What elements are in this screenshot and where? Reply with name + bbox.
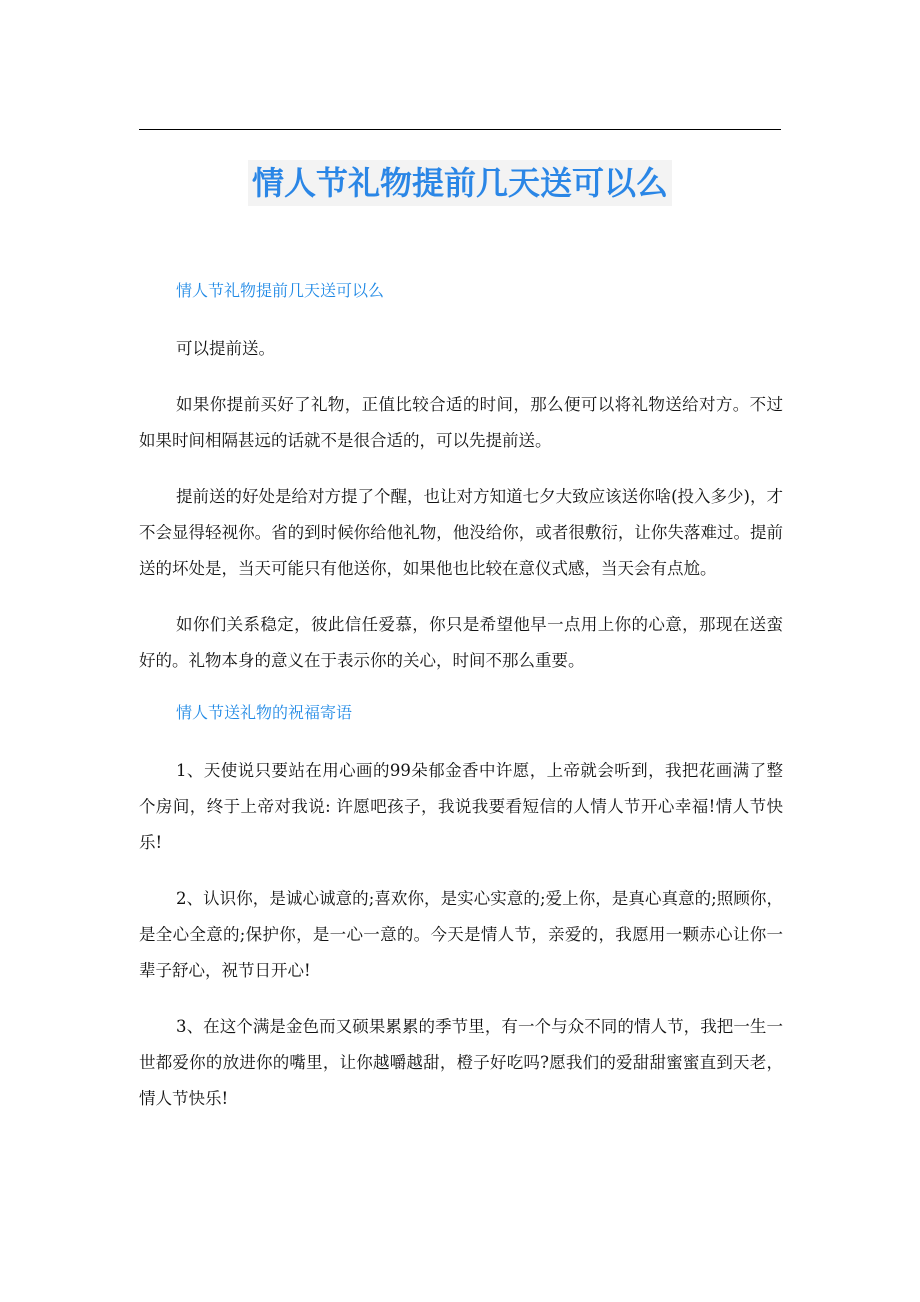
document-title-wrap bbox=[0, 160, 920, 206]
header-rule bbox=[139, 129, 781, 130]
paragraph: 如果你提前买好了礼物，正值比较合适的时间，那么便可以将礼物送给对方。不过如果时间相隔甚远的话就不是很合适的，可以先提前送。 bbox=[139, 395, 783, 450]
paragraph: 1、天使说只要站在用心画的99朵郁金香中许愿，上帝就会听到，我把花画满了整个房间，终于上帝对我说: 许愿吧孩子，我说我要看短信的人情人节开心幸福!情人节快乐! bbox=[139, 761, 783, 852]
paragraph: 可以提前送。 bbox=[176, 339, 275, 358]
paragraph: 如你们关系稳定，彼此信任爱慕，你只是希望他早一点用上你的心意，那现在送蛮好的。礼物本身的意义在于表示你的关心，时间不那么重要。 bbox=[139, 615, 783, 670]
section-heading: 情人节礼物提前几天送可以么 bbox=[176, 281, 385, 300]
document-body bbox=[139, 277, 783, 1137]
paragraph: 3、在这个满是金色而又硕果累累的季节里，有一个与众不同的情人节，我把一生一世都爱你的放进你的嘴里，让你越嚼越甜，橙子好吃吗?愿我们的爱甜甜蜜蜜直到天老，情人节快乐! bbox=[139, 1017, 783, 1108]
section-heading: 情人节送礼物的祝福寄语 bbox=[176, 703, 353, 722]
document-title: 情人节礼物提前几天送可以么 bbox=[248, 160, 672, 206]
paragraph: 提前送的好处是给对方提了个醒，也让对方知道七夕大致应该送你啥(投入多少)，才不会显得轻视你。省的到时候你给他礼物，他没给你，或者很敷衍，让你失落难过。提前送的坏处是，当天可能只有他送你，如果他也比较在意仪式感，当天会有点尬。 bbox=[139, 487, 783, 578]
paragraph: 2、认识你，是诚心诚意的;喜欢你，是实心实意的;爱上你，是真心真意的;照顾你，是全心全意的;保护你，是一心一意的。今天是情人节，亲爱的，我愿用一颗赤心让你一辈子舒心，祝节日开心! bbox=[139, 889, 783, 980]
